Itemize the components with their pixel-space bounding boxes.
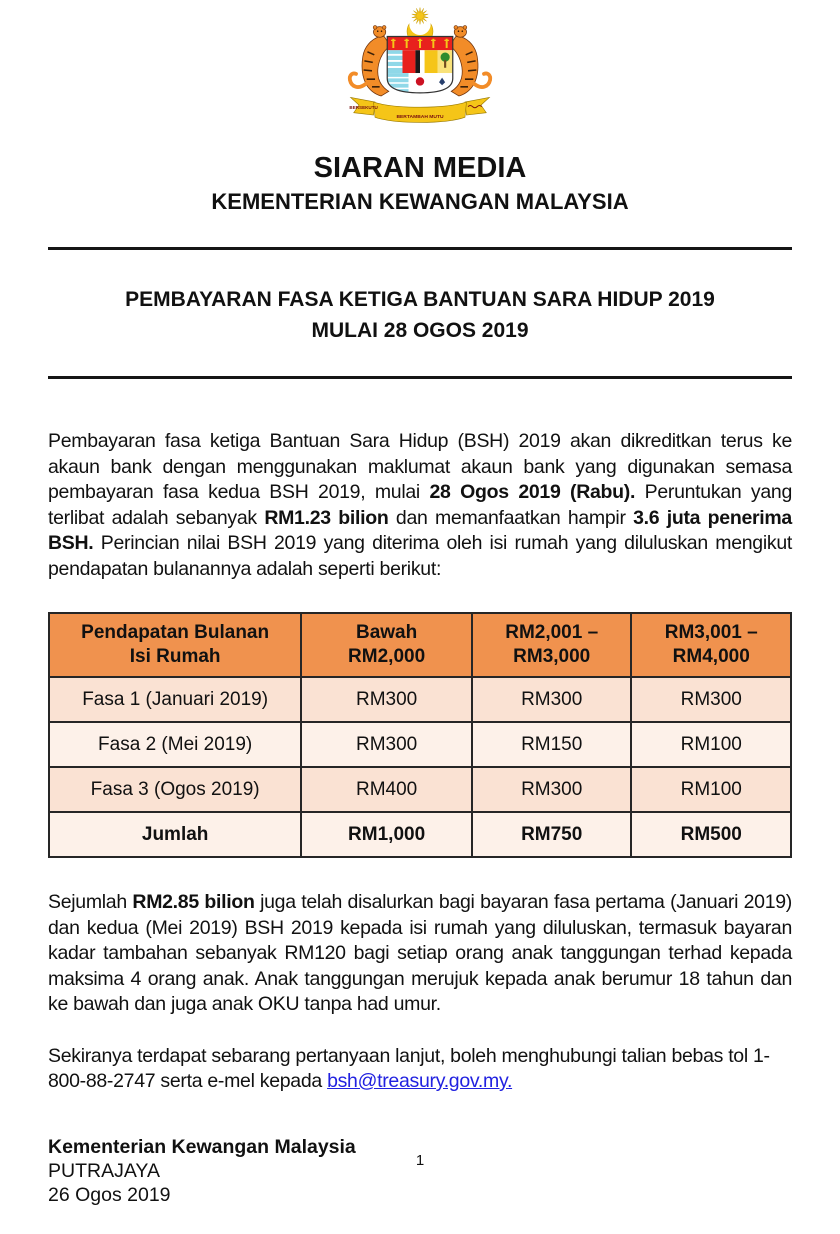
shield-icon (387, 37, 453, 93)
tiger-left-icon (350, 26, 390, 96)
table-header-cell: RM3,001 – RM4,000 (631, 613, 791, 677)
page-title: SIARAN MEDIA (313, 152, 527, 184)
divider-top (48, 247, 792, 250)
table-row (49, 767, 791, 812)
body-text: Pembayaran fasa ketiga Bantuan Sara Hidup (BSH) 2019 akan dikreditkan terus ke akaun bank dengan menggunakan maklumat akaun bank yang digunakan semasa pembayaran fasa kedua BSH 2019, mulai (48, 430, 792, 503)
body-text: Sekiranya terdapat sebarang pertanyaan lanjut, boleh menghubungi talian bebas tol 1-800-88-2747 serta e-mel kepada (48, 1044, 770, 1092)
table-row (49, 677, 791, 722)
bold-text: 28 Ogos 2019 (Rabu). (429, 481, 636, 503)
ministry-name: KEMENTERIAN KEWANGAN MALAYSIA (211, 189, 629, 214)
body-text: juga telah disalurkan bagi bayaran fasa pertama (Januari 2019) dan kedua (Mei 2019) BSH 2019 kepada isi rumah yang diluluskan, termasuk bayaran kadar tambahan sebanyak RM120 bagi setiap orang anak tanggungan terhad kepada maksima 4 orang anak. Anak tanggungan merujuk kepada anak berumur 18 tahun dan ke bawah dan juga anak OKU tanpa had umur. (48, 891, 792, 1015)
table-row (49, 722, 791, 767)
table-cell: RM150 (472, 722, 632, 767)
masthead (48, 151, 792, 217)
tiger-right-icon (450, 26, 490, 96)
table-cell: RM750 (472, 812, 632, 857)
table-cell: RM100 (631, 722, 791, 767)
body-text: Perincian nilai BSH 2019 yang diterima oleh isi rumah yang diluluskan mengikut pendapatan bulanannya adalah seperti berikut: (48, 532, 792, 580)
page-number: 1 (415, 1152, 425, 1169)
table-cell: RM400 (301, 767, 472, 812)
body-text: Sejumlah (48, 891, 133, 913)
table-cell: RM300 (631, 677, 791, 722)
crest-container (48, 6, 792, 133)
footer-date: 26 Ogos 2019 (48, 1183, 171, 1206)
table-header-cell: RM2,001 – RM3,000 (472, 613, 632, 677)
table-cell: RM300 (472, 677, 632, 722)
table-header-row (49, 613, 791, 677)
coat-of-arms-malaysia-icon (340, 6, 500, 128)
body-text: dan memanfaatkan hampir (388, 506, 634, 529)
table-header-cell: Pendapatan Bulanan Isi Rumah (49, 613, 301, 677)
table-header-cell: Bawah RM2,000 (301, 613, 472, 677)
bold-text: 3.6 juta penerima BSH. (48, 506, 792, 554)
motto-banner (349, 97, 489, 122)
table-cell: RM300 (301, 677, 472, 722)
bold-text: RM1.23 bilion (264, 506, 389, 529)
motto-left-text: BERSEKUTU (349, 104, 378, 110)
table-cell: RM300 (472, 767, 632, 812)
table-cell: RM100 (631, 767, 791, 812)
bsh-table (48, 612, 792, 858)
divider-headline (48, 376, 792, 379)
table-row-label: Fasa 1 (Januari 2019) (49, 677, 301, 722)
headline (48, 284, 792, 346)
table-cell: RM500 (631, 812, 791, 857)
table-cell: RM1,000 (301, 812, 472, 857)
footer-org: Kementerian Kewangan Malaysia (48, 1135, 356, 1158)
table-cell: RM300 (301, 722, 472, 767)
motto-center-text: BERTAMBAH MUTU (396, 115, 444, 121)
paragraph-intro (48, 429, 792, 582)
bsh-table-body (49, 677, 791, 857)
table-row (49, 812, 791, 857)
bsh-table-head (49, 613, 791, 677)
headline-line2: MULAI 28 OGOS 2019 (311, 319, 529, 342)
table-row-label: Fasa 2 (Mei 2019) (49, 722, 301, 767)
email-link[interactable]: bsh@treasury.gov.my. (327, 1070, 513, 1092)
bold-text: RM2.85 bilion (132, 891, 255, 913)
footer-city: PUTRAJAYA (48, 1159, 160, 1182)
table-row-label: Fasa 3 (Ogos 2019) (49, 767, 301, 812)
table-row-label: Jumlah (49, 812, 301, 857)
paragraph-contact (48, 1044, 792, 1095)
body-text: Peruntukan yang terlibat adalah sebanyak (48, 481, 792, 529)
footer-block (48, 1135, 792, 1207)
paragraph-allocation (48, 890, 792, 1018)
headline-line1: PEMBAYARAN FASA KETIGA BANTUAN SARA HIDUP 2019 (125, 288, 715, 311)
